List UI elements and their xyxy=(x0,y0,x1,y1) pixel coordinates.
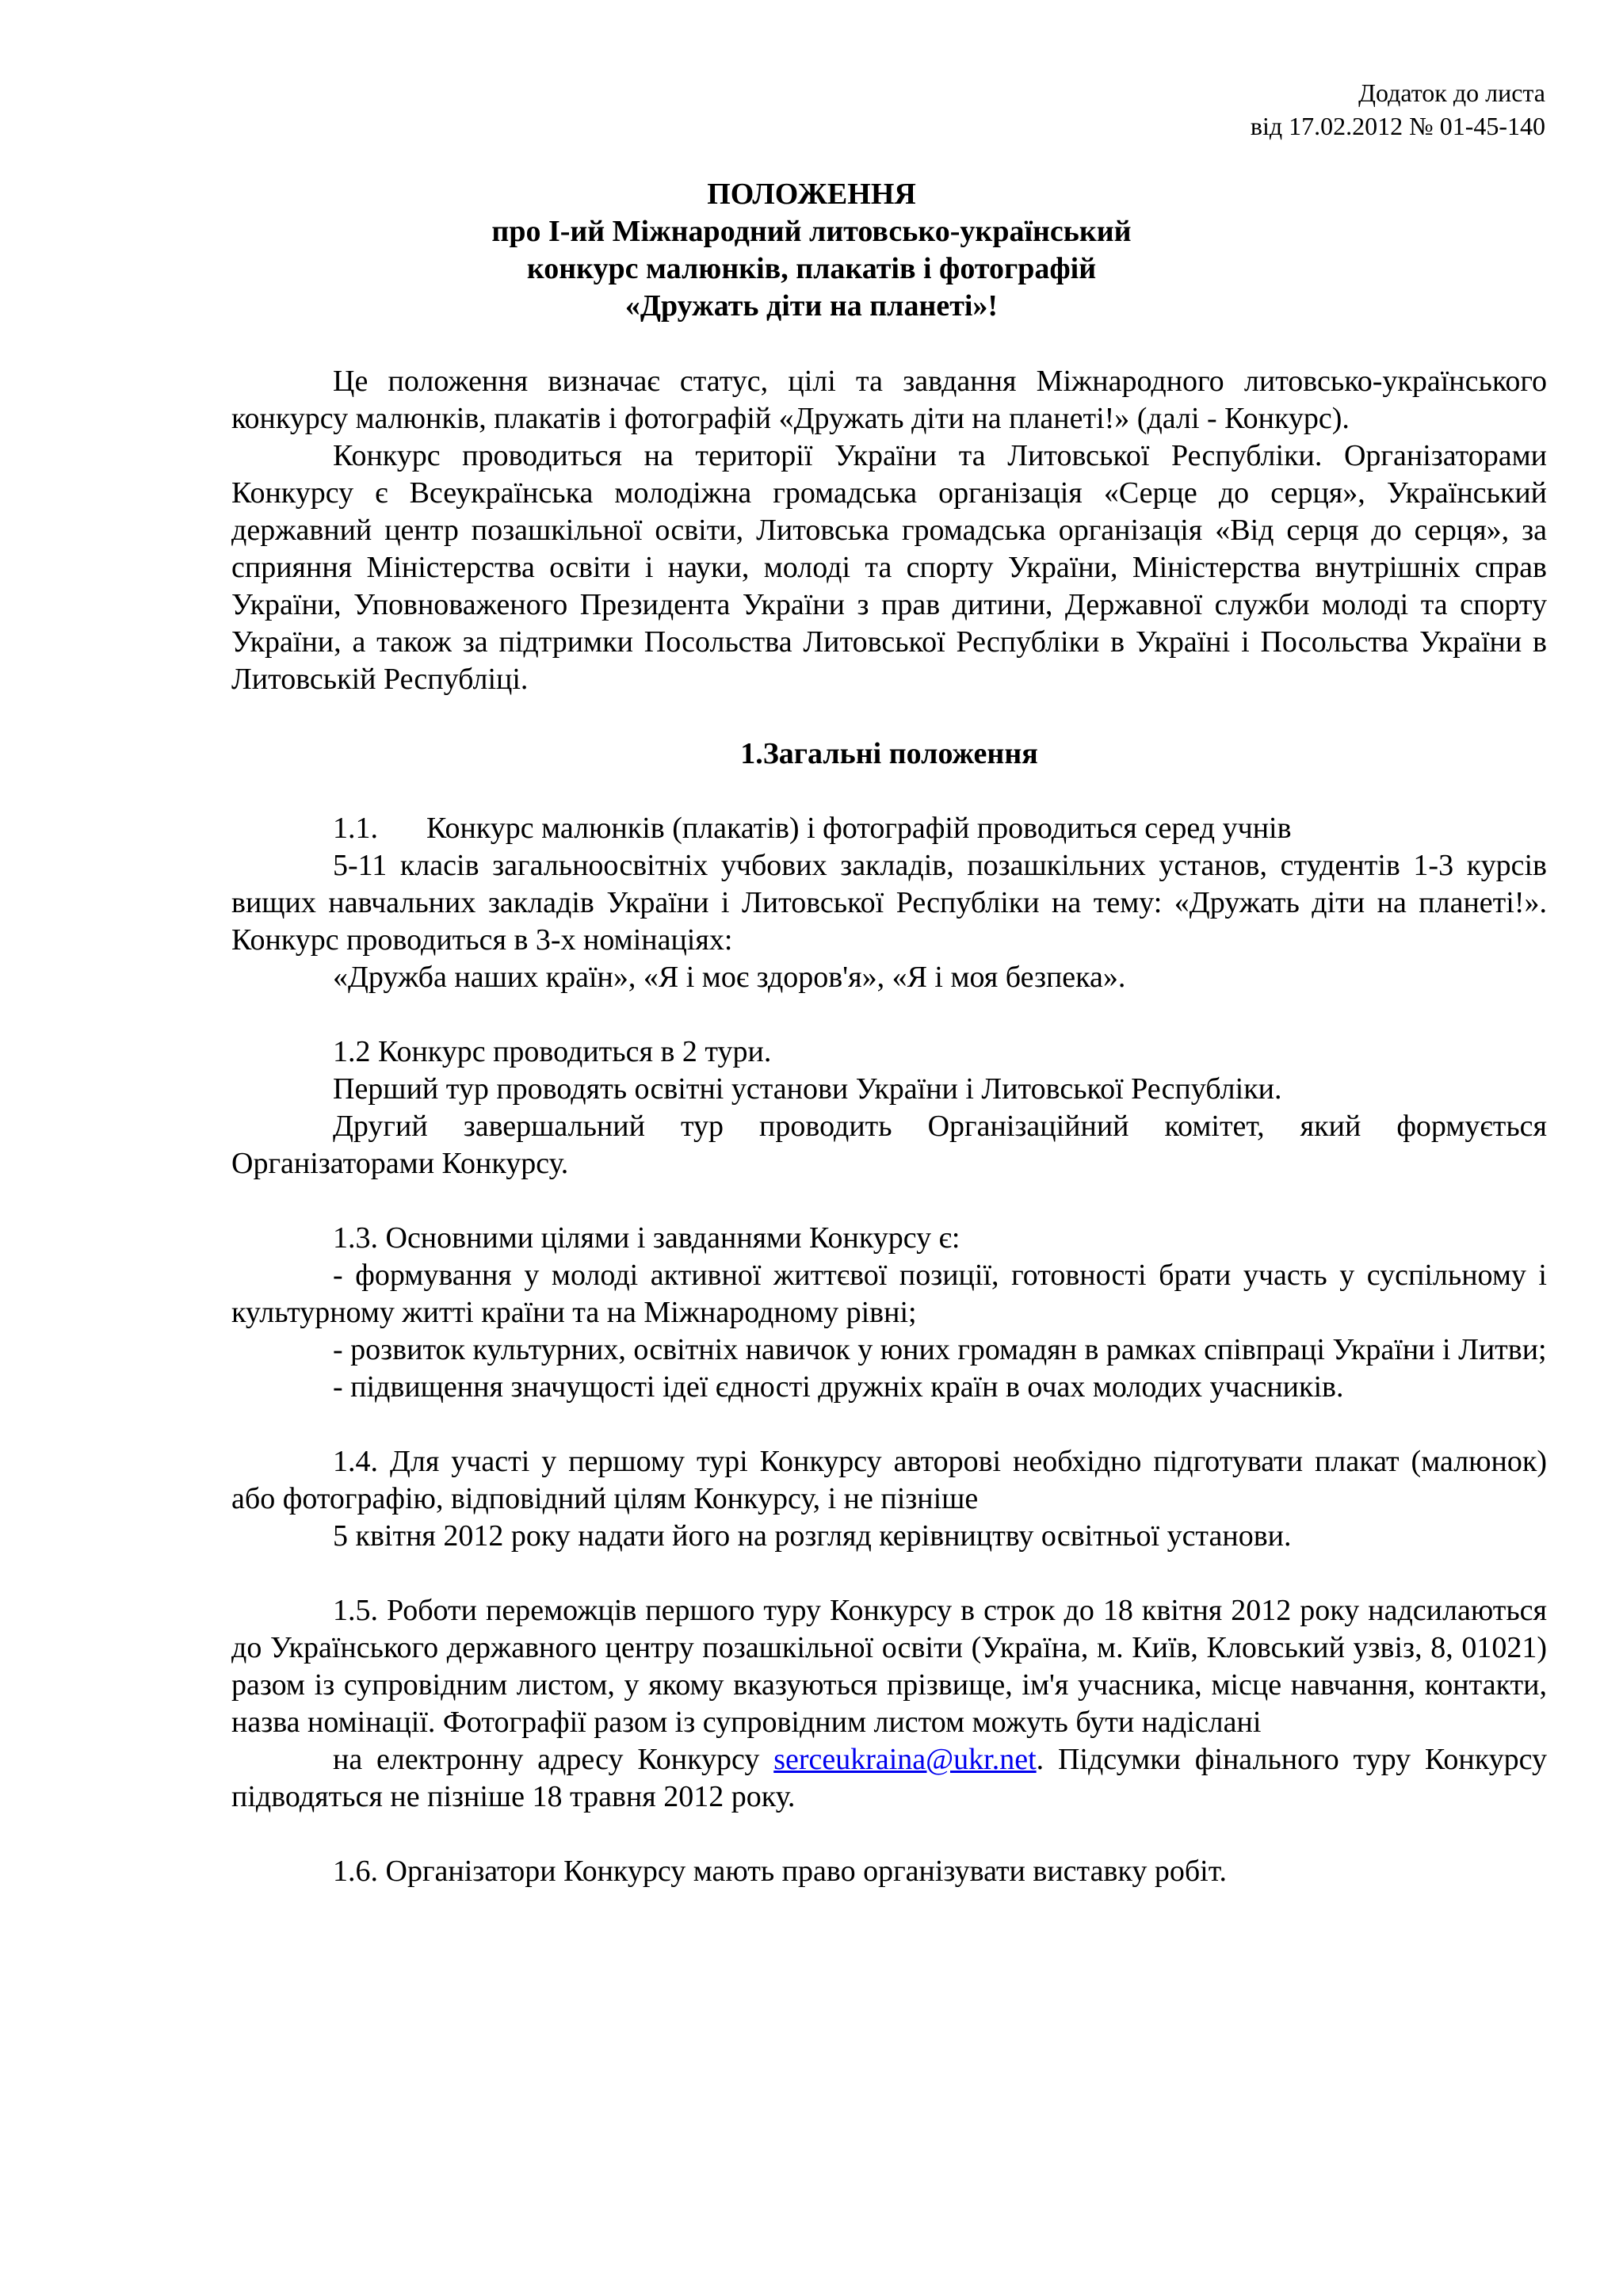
clause-1-4-a: 1.4. Для участі у першому турі Конкурсу авторові необхідно підготувати плакат (малюнок) або фотографію, відповідний цілям Конкурсу, і не пізніше xyxy=(231,1445,1547,1515)
title-line-3: конкурс малюнків, плакатів і фотографій xyxy=(526,252,1097,285)
clause-1-3-item-2: - розвиток культурних, освітніх навичок у юних громадян в рамках співпраці України і Литви; xyxy=(333,1333,1547,1366)
document-body xyxy=(231,363,1547,1890)
annex-line-2: від 17.02.2012 № 01-45-140 xyxy=(1250,112,1545,140)
clause-1-1-first-line xyxy=(231,810,1547,847)
clause-1-4-b: 5 квітня 2012 року надати його на розгляд керівництву освітньої установи. xyxy=(333,1519,1292,1553)
clause-1-1-rest: 5-11 класів загальноосвітніх учбових закладів, позашкільних установ, студентів 1-3 курсів вищих навчальних закладів України і Литовської Республіки на тему: «Дружать діти на планеті!». Конкурс проводиться в 3-х номінаціях: xyxy=(231,849,1547,957)
document-title xyxy=(0,176,1623,325)
title-line-4: «Дружать діти на планеті»! xyxy=(624,289,999,323)
contest-email-link[interactable]: serceukraina@ukr.net xyxy=(773,1743,1037,1776)
clause-1-3-item-3: - підвищення значущості ідеї єдності дружніх країн в очах молодих учасників. xyxy=(333,1370,1344,1404)
title-line-1: ПОЛОЖЕННЯ xyxy=(707,178,916,211)
intro-paragraph-1: Це положення визначає статус, цілі та завдання Міжнародного литовсько-українського конкурсу малюнків, плакатів і фотографій «Дружать діти на планеті!» (далі - Конкурс). xyxy=(231,365,1547,435)
clause-1-5-b-post: . Підсумки фінального туру Конкурсу підводяться не пізніше 18 травня 2012 року. xyxy=(231,1743,1547,1813)
clause-1-5-a: 1.5. Роботи переможців першого туру Конкурсу в строк до 18 квітня 2012 року надсилаються до Українського державного центру позашкільної освіти (Україна, м. Київ, Кловський узвіз, 8, 01021) разом із супровідним листом, у якому вказуються прізвище, ім'я учасника, місце навчання, контакти, назва номінації. Фотографії разом із супровідним листом можуть бути надіслані xyxy=(231,1594,1547,1739)
clause-1-1-nominations: «Дружба наших країн», «Я і моє здоров'я», «Я і моя безпека». xyxy=(333,961,1126,994)
annex-note xyxy=(1251,76,1545,143)
clause-1-1-number: 1.1. xyxy=(333,812,378,845)
section-heading: 1.Загальні положення xyxy=(740,737,1038,770)
clause-1-2-a: 1.2 Конкурс проводиться в 2 тури. xyxy=(333,1035,772,1068)
clause-1-3-item-1: - формування у молоді активної життєвої позиції, готовності брати участь у суспільному і культурному житті країни та на Міжнародному рівні; xyxy=(231,1259,1547,1329)
clause-1-5-b xyxy=(231,1741,1547,1816)
clause-1-5-b-pre: на електронну адресу Конкурсу xyxy=(333,1743,760,1776)
clause-1-3-heading: 1.3. Основними цілями і завданнями Конкурсу є: xyxy=(333,1221,960,1255)
annex-line-1: Додаток до листа xyxy=(1358,78,1545,107)
clause-1-1-first-text: Конкурс малюнків (плакатів) і фотографій проводиться серед учнів xyxy=(426,812,1292,845)
clause-1-2-b: Перший тур проводять освітні установи України і Литовської Республіки. xyxy=(333,1072,1282,1106)
clause-1-6: 1.6. Організатори Конкурсу мають право організувати виставку робіт. xyxy=(333,1855,1227,1888)
clause-1-2-c: Другий завершальний тур проводить Організаційний комітет, який формується Організаторами Конкурсу. xyxy=(231,1110,1547,1180)
intro-paragraph-2: Конкурс проводиться на території України та Литовської Республіки. Організаторами Конкурсу є Всеукраїнська молодіжна громадська організація «Серце до серця», Український державний центр позашкільної освіти, Литовська громадська організація «Від серця до серця», за сприяння Міністерства освіти і науки, молоді та спорту України, Міністерства внутрішніх справ України, Уповноваженого Президента України з прав дитини, Державної служби молоді та спорту України, а також за підтримки Посольства Литовської Республіки в Україні і Посольства України в Литовській Республіці. xyxy=(231,439,1547,696)
title-line-2: про І-ий Міжнародний литовсько-український xyxy=(491,215,1132,248)
